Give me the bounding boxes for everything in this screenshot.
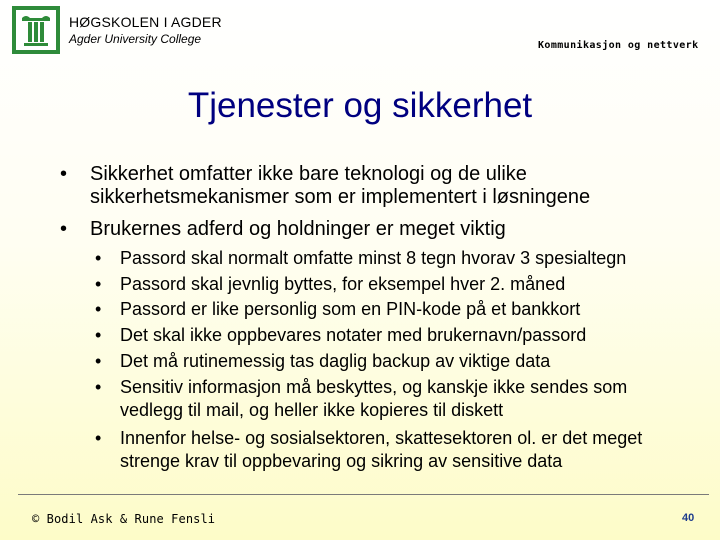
sub-bullet-item (95, 376, 695, 422)
sub-bullet-text: Passord er like personlig som en PIN-kode på et bankkort (120, 299, 581, 319)
sub-bullet-text: Det skal ikke oppbevares notater med brukernavn/passord (120, 325, 587, 345)
footer-divider (18, 494, 709, 495)
institution-name: HØGSKOLEN I AGDER (69, 14, 222, 30)
bullet-icon: • (95, 325, 102, 345)
course-name: Kommunikasjon og nettverk (538, 40, 699, 51)
sub-bullet-text: Passord skal normalt omfatte minst 8 tegn hvorav 3 spesialtegn (120, 248, 627, 268)
bullet-icon: • (95, 377, 102, 397)
bullet-icon: • (95, 274, 102, 294)
institution-logo (12, 6, 60, 54)
bullet-icon: • (95, 351, 102, 371)
sub-bullet-text: Innenfor helse- og sosialsektoren, skattesektoren ol. er det meget strenge krav til oppbevaring og sikring av sensitive data (120, 428, 643, 471)
sub-bullet-item (95, 350, 695, 373)
sub-bullet-text: Sensitiv informasjon må beskyttes, og kanskje ikke sendes som vedlegg til mail, og heller ikke kopieres til diskett (120, 377, 628, 420)
bullet-text: Brukernes adferd og holdninger er meget viktig (90, 218, 506, 240)
bullet-text: Sikkerhet omfatter ikke bare teknologi og de ulike sikkerhetsmekanismer som er implementert i løsningene (90, 163, 591, 208)
bullet-item (60, 218, 710, 241)
footer-author: © Bodil Ask & Rune Fensli (32, 512, 216, 526)
bullet-icon: • (95, 428, 102, 448)
bullet-item (60, 163, 710, 209)
slide-title: Tjenester og sikkerhet (187, 86, 533, 125)
sub-bullet-item (95, 324, 695, 347)
sub-bullet-item (95, 273, 695, 296)
sub-bullet-item (95, 427, 695, 473)
sub-bullet-item (95, 247, 695, 270)
page-number: 40 (682, 512, 695, 524)
sub-bullet-text: Det må rutinemessig tas daglig backup av viktige data (120, 351, 551, 371)
bullet-icon: • (95, 248, 102, 268)
bullet-icon: • (60, 163, 68, 185)
bullet-icon: • (95, 299, 102, 319)
sub-bullet-item (95, 298, 695, 321)
institution-subtitle: Agder University College (69, 32, 202, 46)
sub-bullet-text: Passord skal jevnlig byttes, for eksempel hver 2. måned (120, 274, 566, 294)
bullet-icon: • (60, 218, 68, 240)
